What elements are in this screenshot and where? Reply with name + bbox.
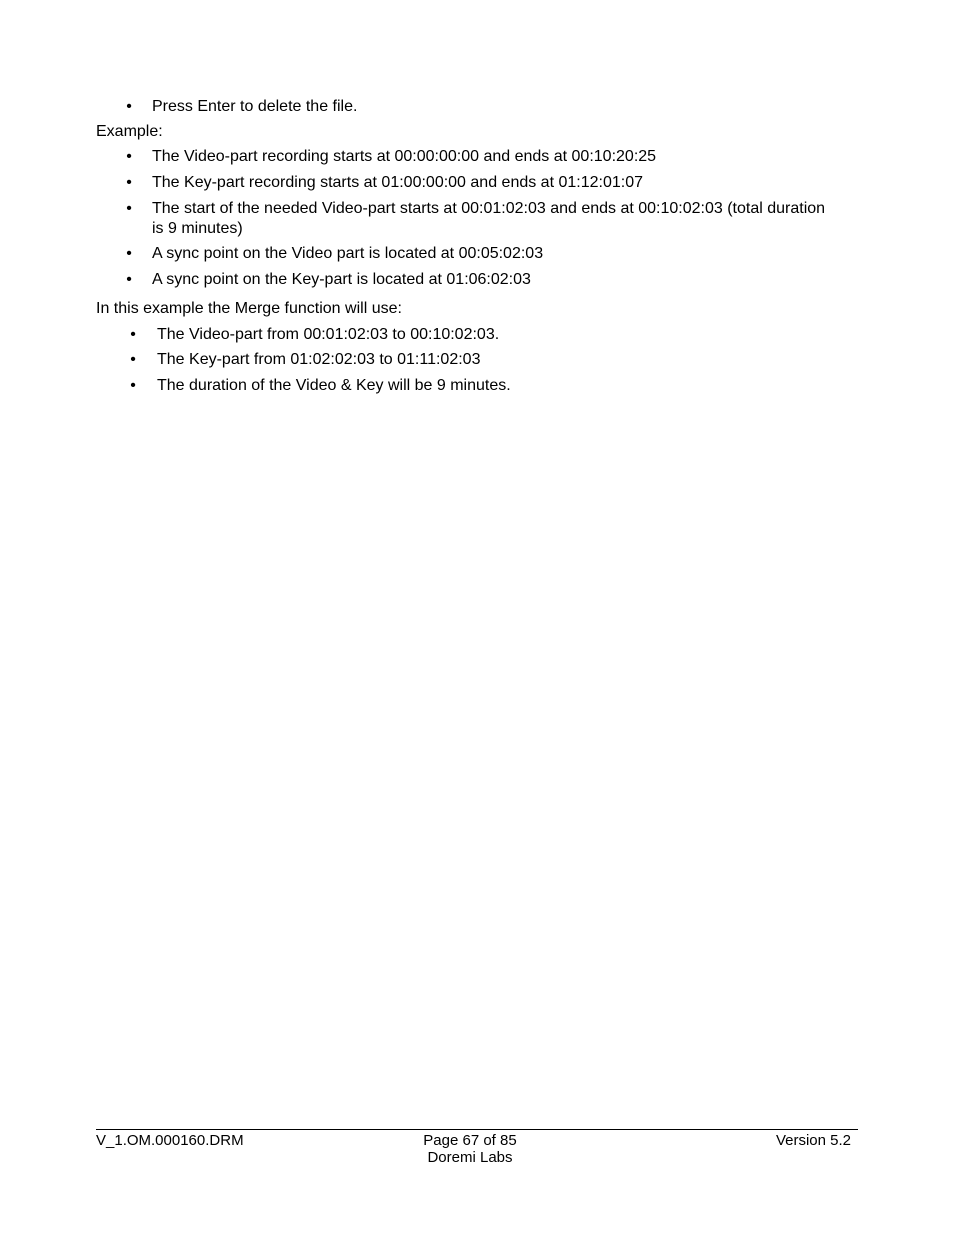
footer-page-info — [370, 1132, 570, 1166]
bullet-icon: • — [126, 271, 132, 288]
footer-divider — [96, 1129, 858, 1130]
list-item-text: The start of the needed Video-part starts at 00:01:02:03 and ends at 00:10:02:03 (total duration is 9 minutes) — [152, 200, 826, 237]
footer-version: Version 5.2 — [775, 1132, 851, 1149]
bullet-icon: • — [130, 377, 136, 394]
list-item-text: The Key-part recording starts at 01:00:00:00 and ends at 01:12:01:07 — [152, 174, 643, 191]
list-item-text: A sync point on the Video part is located at 00:05:02:03 — [152, 245, 544, 262]
bullet-icon: • — [126, 245, 132, 262]
list-item-text: A sync point on the Key-part is located at 01:06:02:03 — [152, 271, 531, 288]
bullet-icon: • — [126, 200, 132, 217]
list-item-text: The Key-part from 01:02:02:03 to 01:11:02:03 — [157, 351, 481, 368]
example-label: Example: — [96, 123, 163, 140]
list-item-text: The duration of the Video & Key will be 9 minutes. — [157, 377, 511, 394]
list-item-text: The Video-part from 00:01:02:03 to 00:10:02:03. — [157, 326, 500, 343]
list-item-text: Press Enter to delete the file. — [152, 98, 358, 115]
footer-page-number: Page 67 of 85 — [423, 1132, 517, 1149]
merge-label: In this example the Merge function will use: — [96, 300, 402, 317]
list-item-text: The Video-part recording starts at 00:00:00:00 and ends at 00:10:20:25 — [152, 148, 657, 165]
footer-doc-id: V_1.OM.000160.DRM — [96, 1132, 244, 1149]
bullet-icon: • — [126, 98, 132, 115]
bullet-icon: • — [130, 326, 136, 343]
bullet-icon: • — [126, 174, 132, 191]
footer-company: Doremi Labs — [427, 1149, 513, 1166]
bullet-icon: • — [126, 148, 132, 165]
bullet-icon: • — [130, 351, 136, 368]
